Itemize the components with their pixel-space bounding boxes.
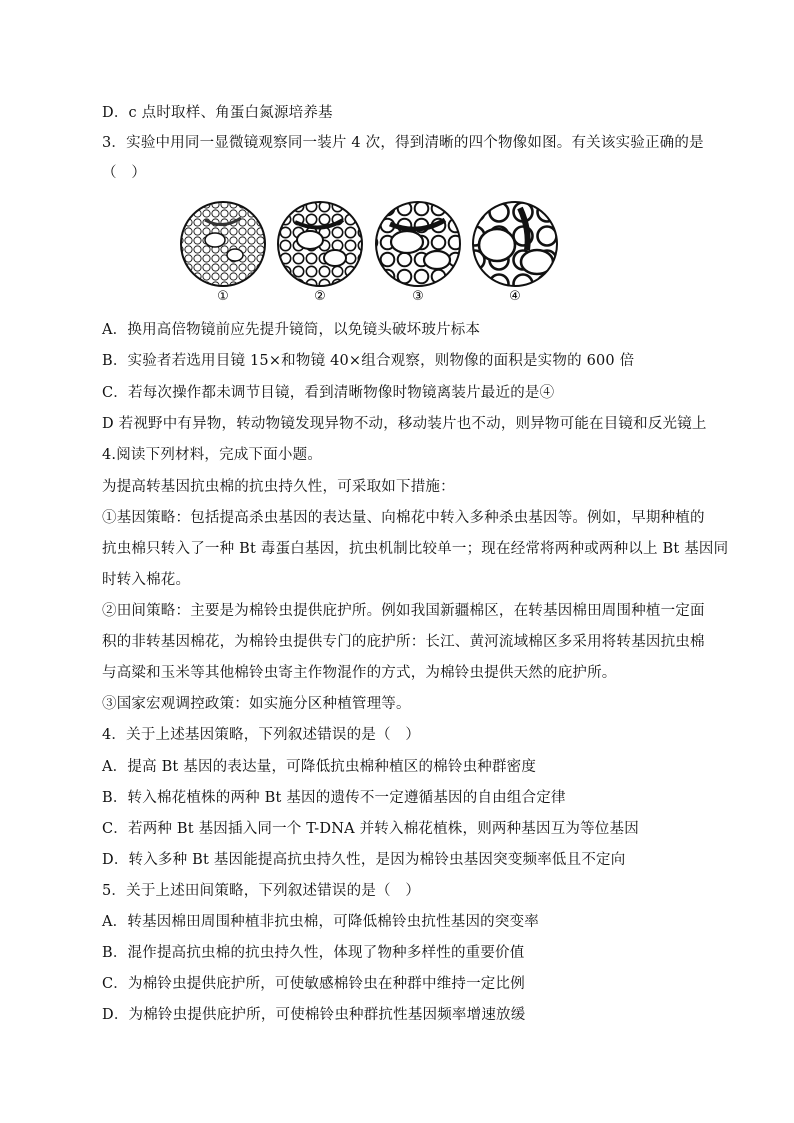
material-gene-strategy-2: 抗虫棉只转入了一种 Bt 毒蛋白基因，抗虫机制比较单一；现在经常将两种或两种以上 Bt 基因同 (102, 541, 729, 557)
option-3d-prev: D．c 点时取样、角蛋白氮源培养基 (102, 105, 333, 121)
material-field-strategy-3: 与高粱和玉米等其他棉铃虫寄主作物混作的方式，为棉铃虫提供天然的庇护所。 (102, 665, 617, 681)
option-3a: A．换用高倍物镜前应先提升镜筒，以免镜头破坏玻片标本 (102, 322, 481, 338)
option-3c: C．若每次操作都未调节目镜，看到清晰物像时物镜离装片最近的是④ (102, 385, 555, 401)
option-5c: C．为棉铃虫提供庇护所，可使敏感棉铃虫在种群中维持一定比例 (102, 976, 525, 992)
option-4c: C．若两种 Bt 基因插入同一个 T-DNA 并转入棉花植株，则两种基因互为等位基因 (102, 821, 639, 837)
material-gene-strategy-1: ①基因策略：包括提高杀虫基因的表达量、向棉花中转入多种杀虫基因等。例如，早期种植的 (102, 510, 705, 526)
question-5-stem: 5．关于上述田间策略，下列叙述错误的是（ ） (102, 883, 421, 899)
option-5b: B．混作提高抗虫棉的抗虫持久性，体现了物种多样性的重要价值 (102, 945, 525, 961)
question-4-stem: 4．关于上述基因策略，下列叙述错误的是（ ） (102, 727, 421, 743)
material-intro: 4.阅读下列材料，完成下面小题。 (102, 447, 323, 463)
view-1 (175, 200, 275, 300)
view-4 (470, 200, 560, 300)
material-para-1: 为提高转基因抗虫棉的抗虫持久性，可采取如下措施： (102, 479, 455, 495)
question-3-stem: 3．实验中用同一显微镜观察同一装片 4 次，得到清晰的四个物像如图。有关该实验正确的是 (102, 135, 704, 151)
option-4d: D．转入多种 Bt 基因能提高抗虫持久性，是因为棉铃虫基因突变频率低且不定向 (102, 852, 626, 868)
option-4b: B．转入棉花植株的两种 Bt 基因的遗传不一定遵循基因的自由组合定律 (102, 790, 566, 806)
option-4a: A．提高 Bt 基因的表达量，可降低抗虫棉种植区的棉铃虫种群密度 (102, 759, 537, 775)
material-field-strategy-2: 积的非转基因棉花，为棉铃虫提供专门的庇护所：长江、黄河流域棉区多采用将转基因抗虫棉 (102, 634, 705, 650)
label-1: ① (217, 289, 229, 304)
microscope-images-figure (175, 200, 560, 305)
option-5d: D．为棉铃虫提供庇护所，可使棉铃虫种群抗性基因频率增速放缓 (102, 1007, 526, 1023)
material-policy: ③国家宏观调控政策：如实施分区种植管理等。 (102, 696, 411, 712)
option-3d: D 若视野中有异物，转动物镜发现异物不动，移动装片也不动，则异物可能在目镜和反光镜上 (102, 416, 707, 432)
label-3: ③ (412, 289, 424, 304)
label-4: ④ (509, 289, 521, 304)
material-gene-strategy-3: 时转入棉花。 (102, 572, 191, 588)
view-2 (270, 200, 370, 300)
label-2: ② (314, 289, 326, 304)
question-3-bracket: （ ） (102, 165, 147, 181)
option-3b: B．实验者若选用目镜 15×和物镜 40×组合观察，则物像的面积是实物的 600 倍 (102, 353, 635, 369)
material-field-strategy-1: ②田间策略：主要是为棉铃虫提供庇护所。例如我国新疆棉区，在转基因棉田周围种植一定面 (102, 603, 705, 619)
view-3 (370, 200, 470, 300)
option-5a: A．转基因棉田周围种植非抗虫棉，可降低棉铃虫抗性基因的突变率 (102, 914, 539, 930)
